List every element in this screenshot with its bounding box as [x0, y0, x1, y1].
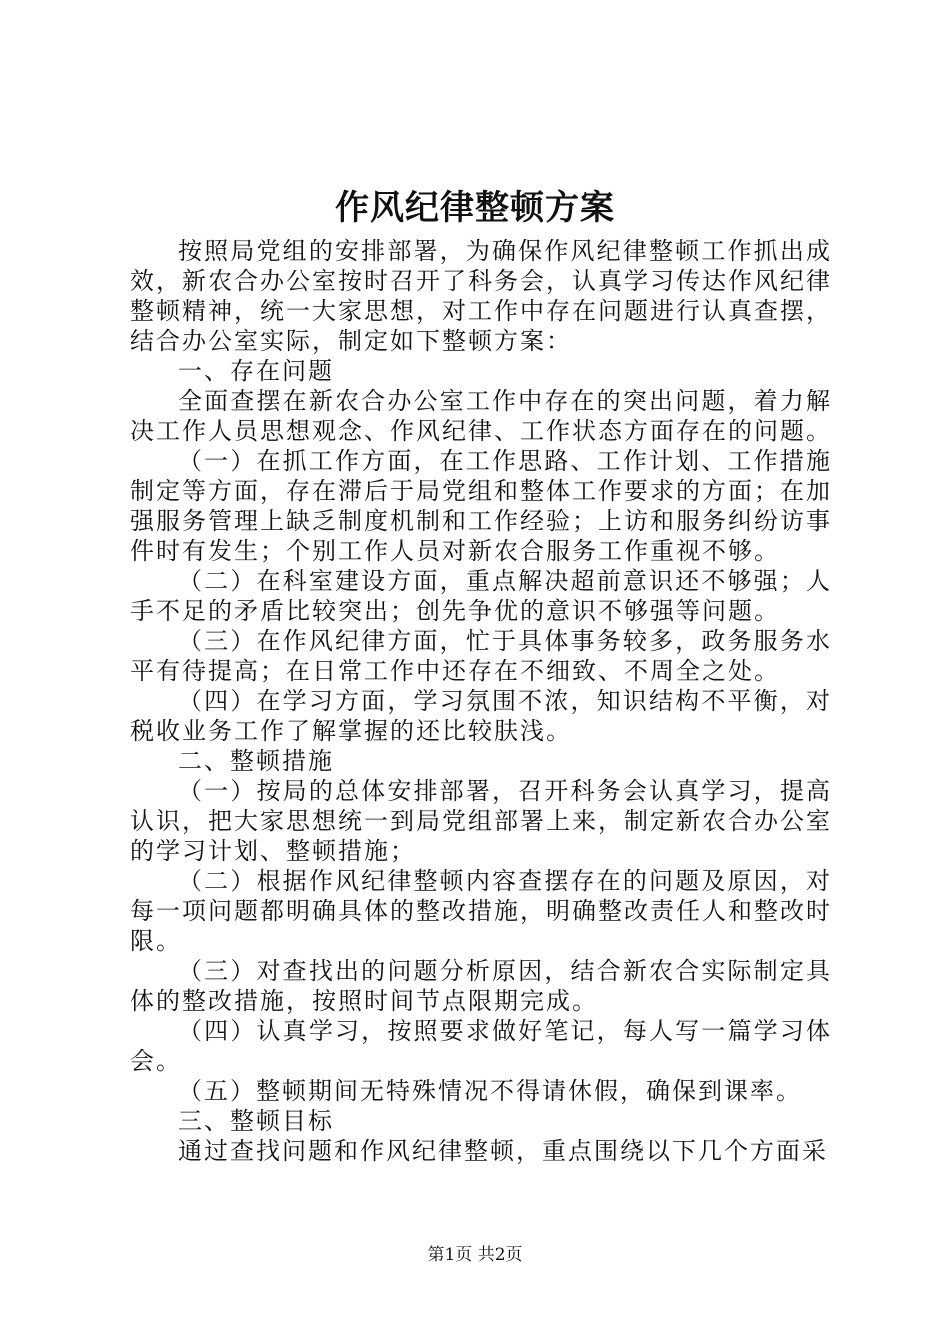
- list-item: （三）在作风纪律方面，忙于具体事务较多，政务服务水平有待提高；在日常工作中还存在不细致、不周全之处。: [130, 627, 832, 685]
- list-item: （四）在学习方面，学习氛围不浓，知识结构不平衡，对税收业务工作了解掌握的还比较肤浅。: [130, 687, 832, 745]
- list-item: （一）按局的总体安排部署，召开科务会认真学习，提高认识，把大家思想统一到局党组部署上来，制定新农合办公室的学习计划、整顿措施；: [130, 777, 832, 865]
- document-body: [130, 236, 832, 1166]
- document-title: 作风纪律整顿方案: [335, 188, 615, 228]
- list-item: （五）整顿期间无特殊情况不得请休假，确保到课率。: [178, 1077, 802, 1105]
- paragraph: 通过查找问题和作风纪律整顿，重点围绕以下几个方面采: [178, 1137, 828, 1165]
- list-item: （三）对查找出的问题分析原因，结合新农合实际制定具体的整改措施，按照时间节点限期完成。: [130, 957, 832, 1015]
- list-item: （四）认真学习，按照要求做好笔记，每人写一篇学习体会。: [130, 1017, 832, 1075]
- paragraph: 全面查摆在新农合办公室工作中存在的突出问题，着力解决工作人员思想观念、作风纪律、工作状态方面存在的问题。: [130, 387, 832, 445]
- section-heading-measures: 二、整顿措施: [178, 747, 334, 775]
- section-heading-goals: 三、整顿目标: [178, 1107, 334, 1135]
- list-item: （一）在抓工作方面，在工作思路、工作计划、工作措施制定等方面，存在滞后于局党组和整体工作要求的方面；在加强服务管理上缺乏制度机制和工作经验；上访和服务纠纷访事件时有发生；个别工作人员对新农合服务工作重视不够。: [130, 447, 832, 565]
- list-item: （二）根据作风纪律整顿内容查摆存在的问题及原因，对每一项问题都明确具体的整改措施，明确整改责任人和整改时限。: [130, 867, 832, 955]
- list-item: （二）在科室建设方面，重点解决超前意识还不够强；人手不足的矛盾比较突出；创先争优的意识不够强等问题。: [130, 567, 832, 625]
- intro-paragraph: 按照局党组的安排部署，为确保作风纪律整顿工作抓出成效，新农合办公室按时召开了科务会，认真学习传达作风纪律整顿精神，统一大家思想，对工作中存在问题进行认真查摆，结合办公室实际，制定如下整顿方案：: [130, 237, 832, 355]
- section-heading-problems: 一、存在问题: [178, 357, 334, 385]
- page-number-footer: 第1页 共2页: [427, 1245, 523, 1265]
